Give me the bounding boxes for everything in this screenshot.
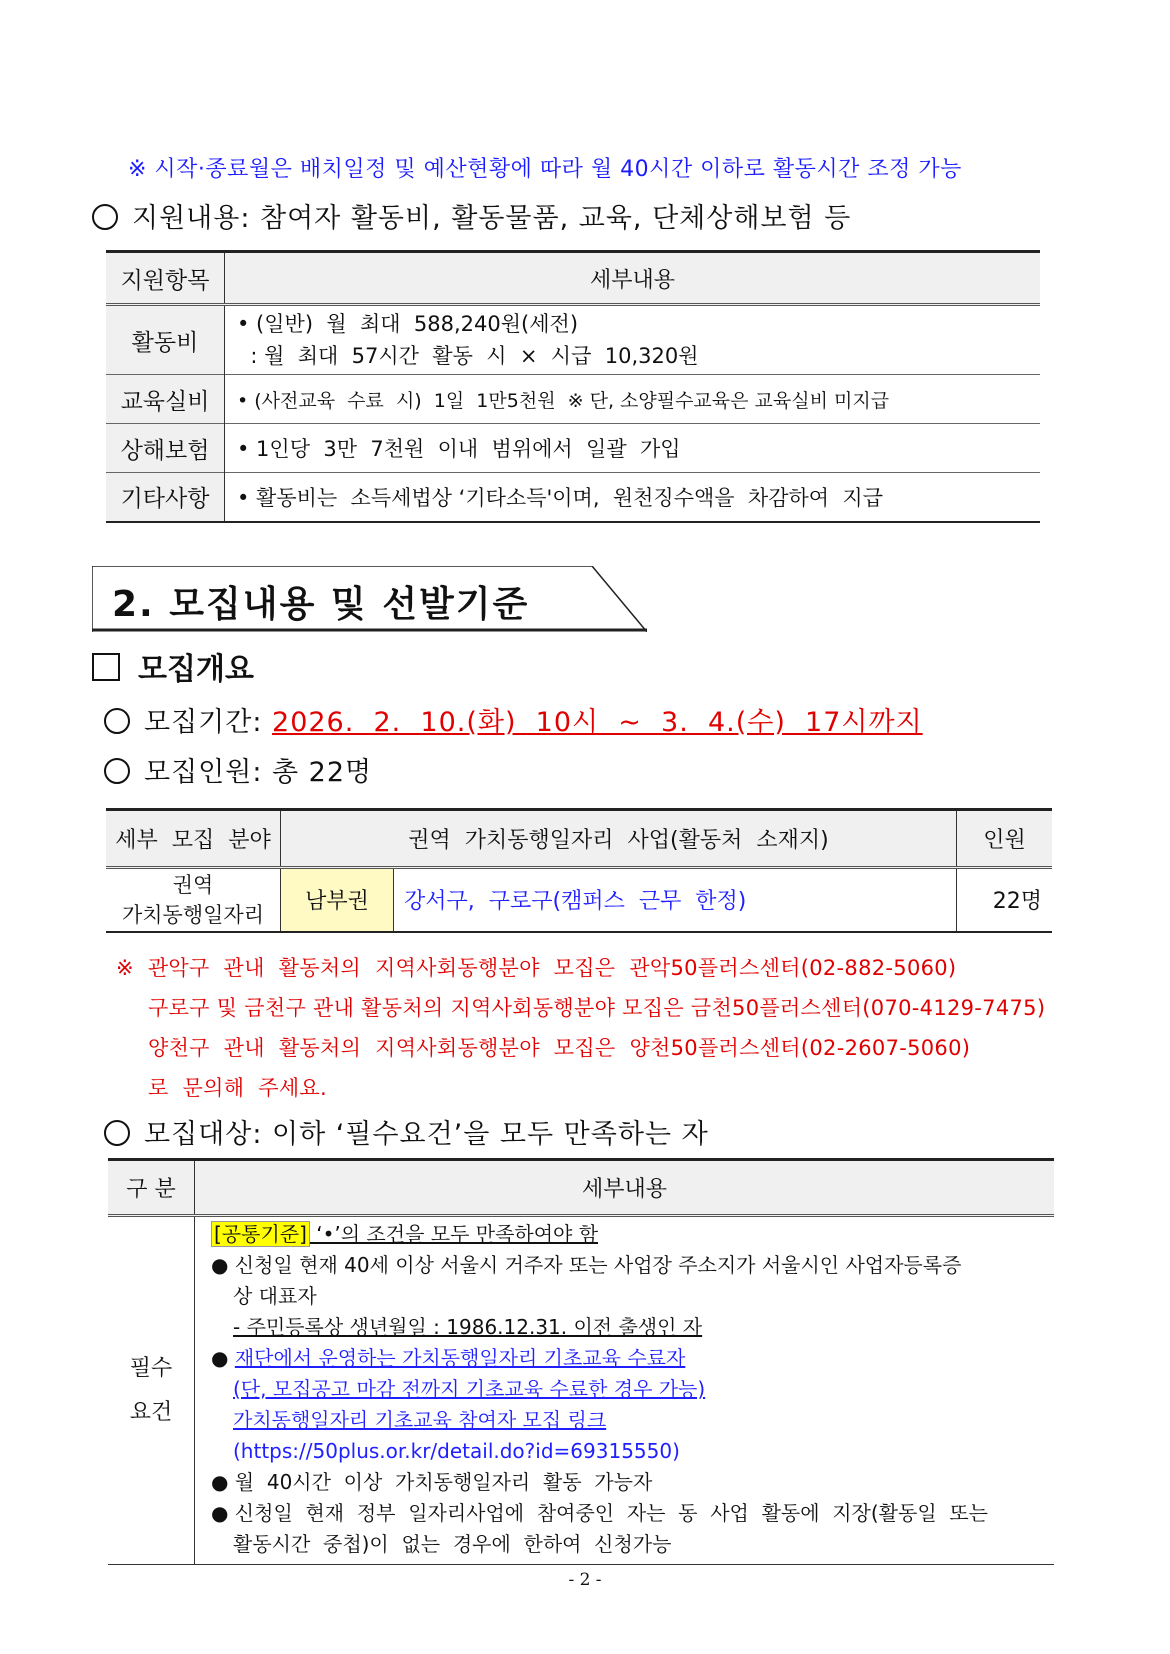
target-text: 모집대상: 이하 ‘필수요건’을 모두 만족하는 자 (144, 1119, 709, 1150)
row-content: • 활동비는 소득세법상 ‘기타소득'이며, 원천징수액을 차감하여 지급 (237, 485, 883, 510)
row-content: • (일반) 월 최대 588,240원(세전) : 월 최대 57시간 활동 시 × 시급 10,320원 (237, 312, 699, 368)
header-cell: 세부 모집 분야 (106, 810, 281, 868)
count-cell: 22명 (992, 889, 1042, 915)
common-criteria: [공통기준] ‘•’의 조건을 모두 만족하여야 함 (211, 1219, 1054, 1250)
support-line (92, 196, 851, 235)
header-cell: 권역 가치동행일자리 사업(활동처 소재지) (281, 810, 957, 868)
req-item: ● 신청일 현재 정부 일자리사업에 참여중인 자는 동 사업 활동에 지장(활동일 또는 (211, 1501, 988, 1525)
page-number: - 2 - (568, 1570, 602, 1590)
region-cell: 남부권 (281, 868, 394, 932)
subsection-title: 모집개요 (138, 652, 254, 687)
edu-link[interactable]: 가치동행일자리 기초교육 참여자 모집 링크 (233, 1408, 607, 1432)
red-note-4: 로 문의해 주세요. (148, 1076, 327, 1100)
row-content: • 1인당 3만 7천원 이내 범위에서 일괄 가입 (237, 437, 681, 461)
districts-cell: 강서구, 구로구(캠퍼스 근무 한정) (394, 868, 957, 932)
req-label: 필수 요건 (108, 1216, 195, 1565)
header-cell: 세부내용 (195, 1160, 1055, 1216)
req-item: ● 신청일 현재 40세 이상 서울시 거주자 또는 사업장 주소지가 서울시인 사업자등록증 (211, 1253, 962, 1277)
req-item: ● 재단에서 운영하는 가치동행일자리 기초교육 수료자 (211, 1346, 686, 1370)
red-note-3: 양천구 관내 활동처의 지역사회동행분야 모집은 양천50플러스센터(02-2607-5060) (148, 1036, 971, 1060)
count-text: 모집인원: 총 22명 (144, 757, 373, 788)
header-cell: 세부내용 (225, 252, 1041, 305)
header-cell: 지원항목 (106, 252, 225, 305)
req-item: ● 월 40시간 이상 가치동행일자리 활동 가능자 (211, 1470, 653, 1494)
header-cell: 인원 (957, 810, 1053, 868)
row-label: 활동비 (106, 305, 225, 375)
header-cell: 구 분 (108, 1160, 195, 1216)
edu-url[interactable]: (https://50plus.or.kr/detail.do?id=69315550) (233, 1439, 680, 1463)
circle-bullet-icon (104, 1120, 130, 1146)
field-cell: 권역 가치동행일자리 (106, 868, 281, 932)
period-line (104, 700, 923, 739)
section-title: 2. 모집내용 및 선발기준 (112, 584, 530, 625)
recruit-table (106, 808, 1052, 933)
count-line (104, 750, 372, 789)
row-content: • (사전교육 수료 시) 1일 1만5천원 ※ 단, 소양필수교육은 교육실비 미지급 (237, 389, 890, 412)
requirements-table (108, 1158, 1054, 1565)
period-value: 2026. 2. 10.(화) 10시 ~ 3. 4.(수) 17시까지 (272, 707, 923, 738)
red-note-2: 구로구 및 금천구 관내 활동처의 지역사회동행분야 모집은 금천50플러스센터(070-4129-7475) (148, 996, 1046, 1020)
circle-bullet-icon (104, 708, 130, 734)
top-note: ※ 시작·종료월은 배치일정 및 예산현황에 따라 월 40시간 이하로 활동시간 조정 가능 (128, 157, 962, 182)
circle-bullet-icon (104, 758, 130, 784)
row-label: 기타사항 (106, 473, 225, 522)
period-label: 모집기간: (144, 707, 273, 738)
common-tag: [공통기준] (211, 1221, 310, 1247)
circle-bullet-icon (92, 204, 118, 230)
support-table (106, 250, 1040, 523)
support-text: 지원내용: 참여자 활동비, 활동물품, 교육, 단체상해보험 등 (132, 203, 852, 234)
req-content: [공통기준] ‘•’의 조건을 모두 만족하여야 함 ● 신청일 현재 40세 이상 서울시 거주자 또는 사업장 주소지가 서울시인 사업자등록증 상 대표자 - 주민등록상 생년월일 : 1986.12.31. 이전 출생인 자 ● 재단에서 운영하는 가치동행일자리 기초교육 수료자 (단, 모집공고 마감 전까지 기초교육 수료한 경우 가능) 가치동행일자리 기초교육 참여자 모집 링크 (https://50plus.or.kr/detail.do?id=69315550) ● 월 40시간 이상 가치동행일자리 활동 가능자 ● 신청일 현재 정부 일자리사업에 참여중인 자는 동 사업 활동에 지장(활동일 또는 활동시간 중첩)이 없는 경우에 한하여 신청가능 (195, 1216, 1055, 1565)
target-line (104, 1112, 709, 1151)
row-label: 교육실비 (106, 375, 225, 424)
row-label: 상해보험 (106, 424, 225, 473)
square-bullet-icon (92, 653, 120, 681)
red-note-1: ※ 관악구 관내 활동처의 지역사회동행분야 모집은 관악50플러스센터(02-882-5060) (116, 956, 957, 980)
subsection-heading (92, 644, 254, 688)
